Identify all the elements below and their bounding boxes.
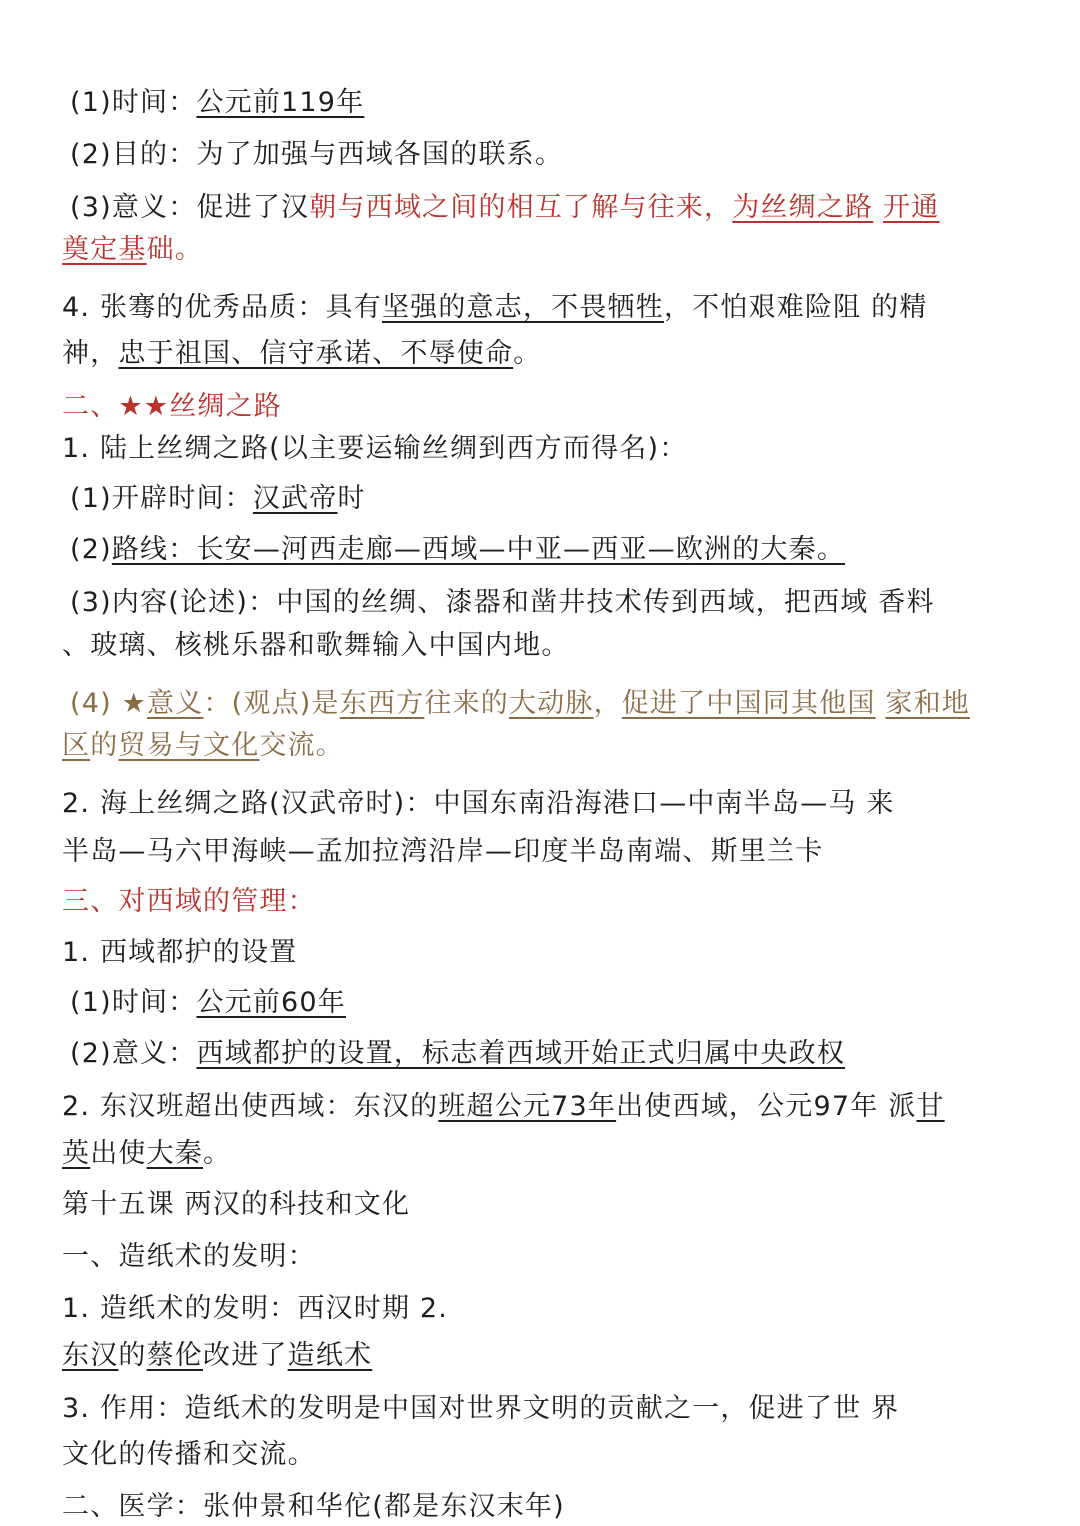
zhangqian-qualities-line: 4. 张骞的优秀品质：具有坚强的意志，不畏牺牲，不怕艰难险阻 的精 bbox=[62, 292, 928, 323]
protectorate-line: 1. 西域都护的设置 bbox=[62, 937, 298, 968]
western-regions-heading: 三、对西域的管理： bbox=[62, 886, 316, 917]
s1-purpose-value: 为了加强与西域各国的联系。 bbox=[196, 139, 564, 170]
land-route-line: (2)路线：长安—河西走廊—西域—中亚—西亚—欧洲的大秦。 bbox=[70, 534, 846, 565]
s1-significance-line: (3)意义：促进了汉朝与西域之间的相互了解与往来，为丝绸之路 开通 bbox=[70, 192, 940, 223]
s1-purpose-line: (2)目的：为了加强与西域各国的联系。 bbox=[70, 139, 564, 170]
zhangqian-qualities-cont: 神，忠于祖国、信守承诺、不辱使命。 bbox=[62, 338, 542, 369]
banchao-line: 2. 东汉班超出使西域：东汉的班超公元73年出使西域，公元97年 派甘 bbox=[62, 1091, 945, 1122]
sea-silk-road-cont: 半岛—马六甲海峡—孟加拉湾沿岸—印度半岛南端、斯里兰卡 bbox=[62, 836, 824, 867]
land-silk-road-line: 1. 陆上丝绸之路(以主要运输丝绸到西方而得名)： bbox=[62, 433, 688, 464]
s1-time-value: 公元前119年 bbox=[196, 87, 365, 118]
medicine-heading: 二、医学：张仲景和华佗(都是东汉末年) bbox=[62, 1491, 565, 1522]
sea-silk-road-line: 2. 海上丝绸之路(汉武帝时)：中国东南沿海港口—中南半岛—马 来 bbox=[62, 788, 895, 819]
s1-significance-cont: 奠定基础。 bbox=[62, 234, 204, 265]
cailun-line: 东汉的蔡伦改进了造纸术 bbox=[62, 1340, 373, 1371]
land-significance-line: (4) ★意义：(观点)是东西方往来的大动脉，促进了中国同其他国 家和地 bbox=[70, 688, 970, 719]
land-open-time-line: (1)开辟时间：汉武帝时 bbox=[70, 483, 366, 514]
land-content-cont: 、玻璃、核桃乐器和歌舞输入中国内地。 bbox=[62, 630, 570, 661]
papermaking-effect-cont: 文化的传播和交流。 bbox=[62, 1439, 316, 1470]
silk-road-heading: 二、★★丝绸之路 bbox=[62, 391, 283, 422]
papermaking-heading: 一、造纸术的发明： bbox=[62, 1241, 316, 1272]
protectorate-significance-line: (2)意义：西域都护的设置，标志着西域开始正式归属中央政权 bbox=[70, 1038, 846, 1069]
s1-time-line: (1)时间：公元前119年 bbox=[70, 87, 365, 118]
land-significance-cont: 区的贸易与文化交流。 bbox=[62, 730, 345, 761]
papermaking-effect-line: 3. 作用：造纸术的发明是中国对世界文明的贡献之一，促进了世 界 bbox=[62, 1393, 900, 1424]
protectorate-time-line: (1)时间：公元前60年 bbox=[70, 987, 347, 1018]
lesson-title: 第十五课 两汉的科技和文化 bbox=[62, 1189, 411, 1220]
papermaking-invention-line: 1. 造纸术的发明：西汉时期 2. bbox=[62, 1293, 449, 1324]
banchao-cont: 英出使大秦。 bbox=[62, 1138, 232, 1169]
land-content-line: (3)内容(论述)：中国的丝绸、漆器和凿井技术传到西域，把西域 香料 bbox=[70, 587, 935, 618]
